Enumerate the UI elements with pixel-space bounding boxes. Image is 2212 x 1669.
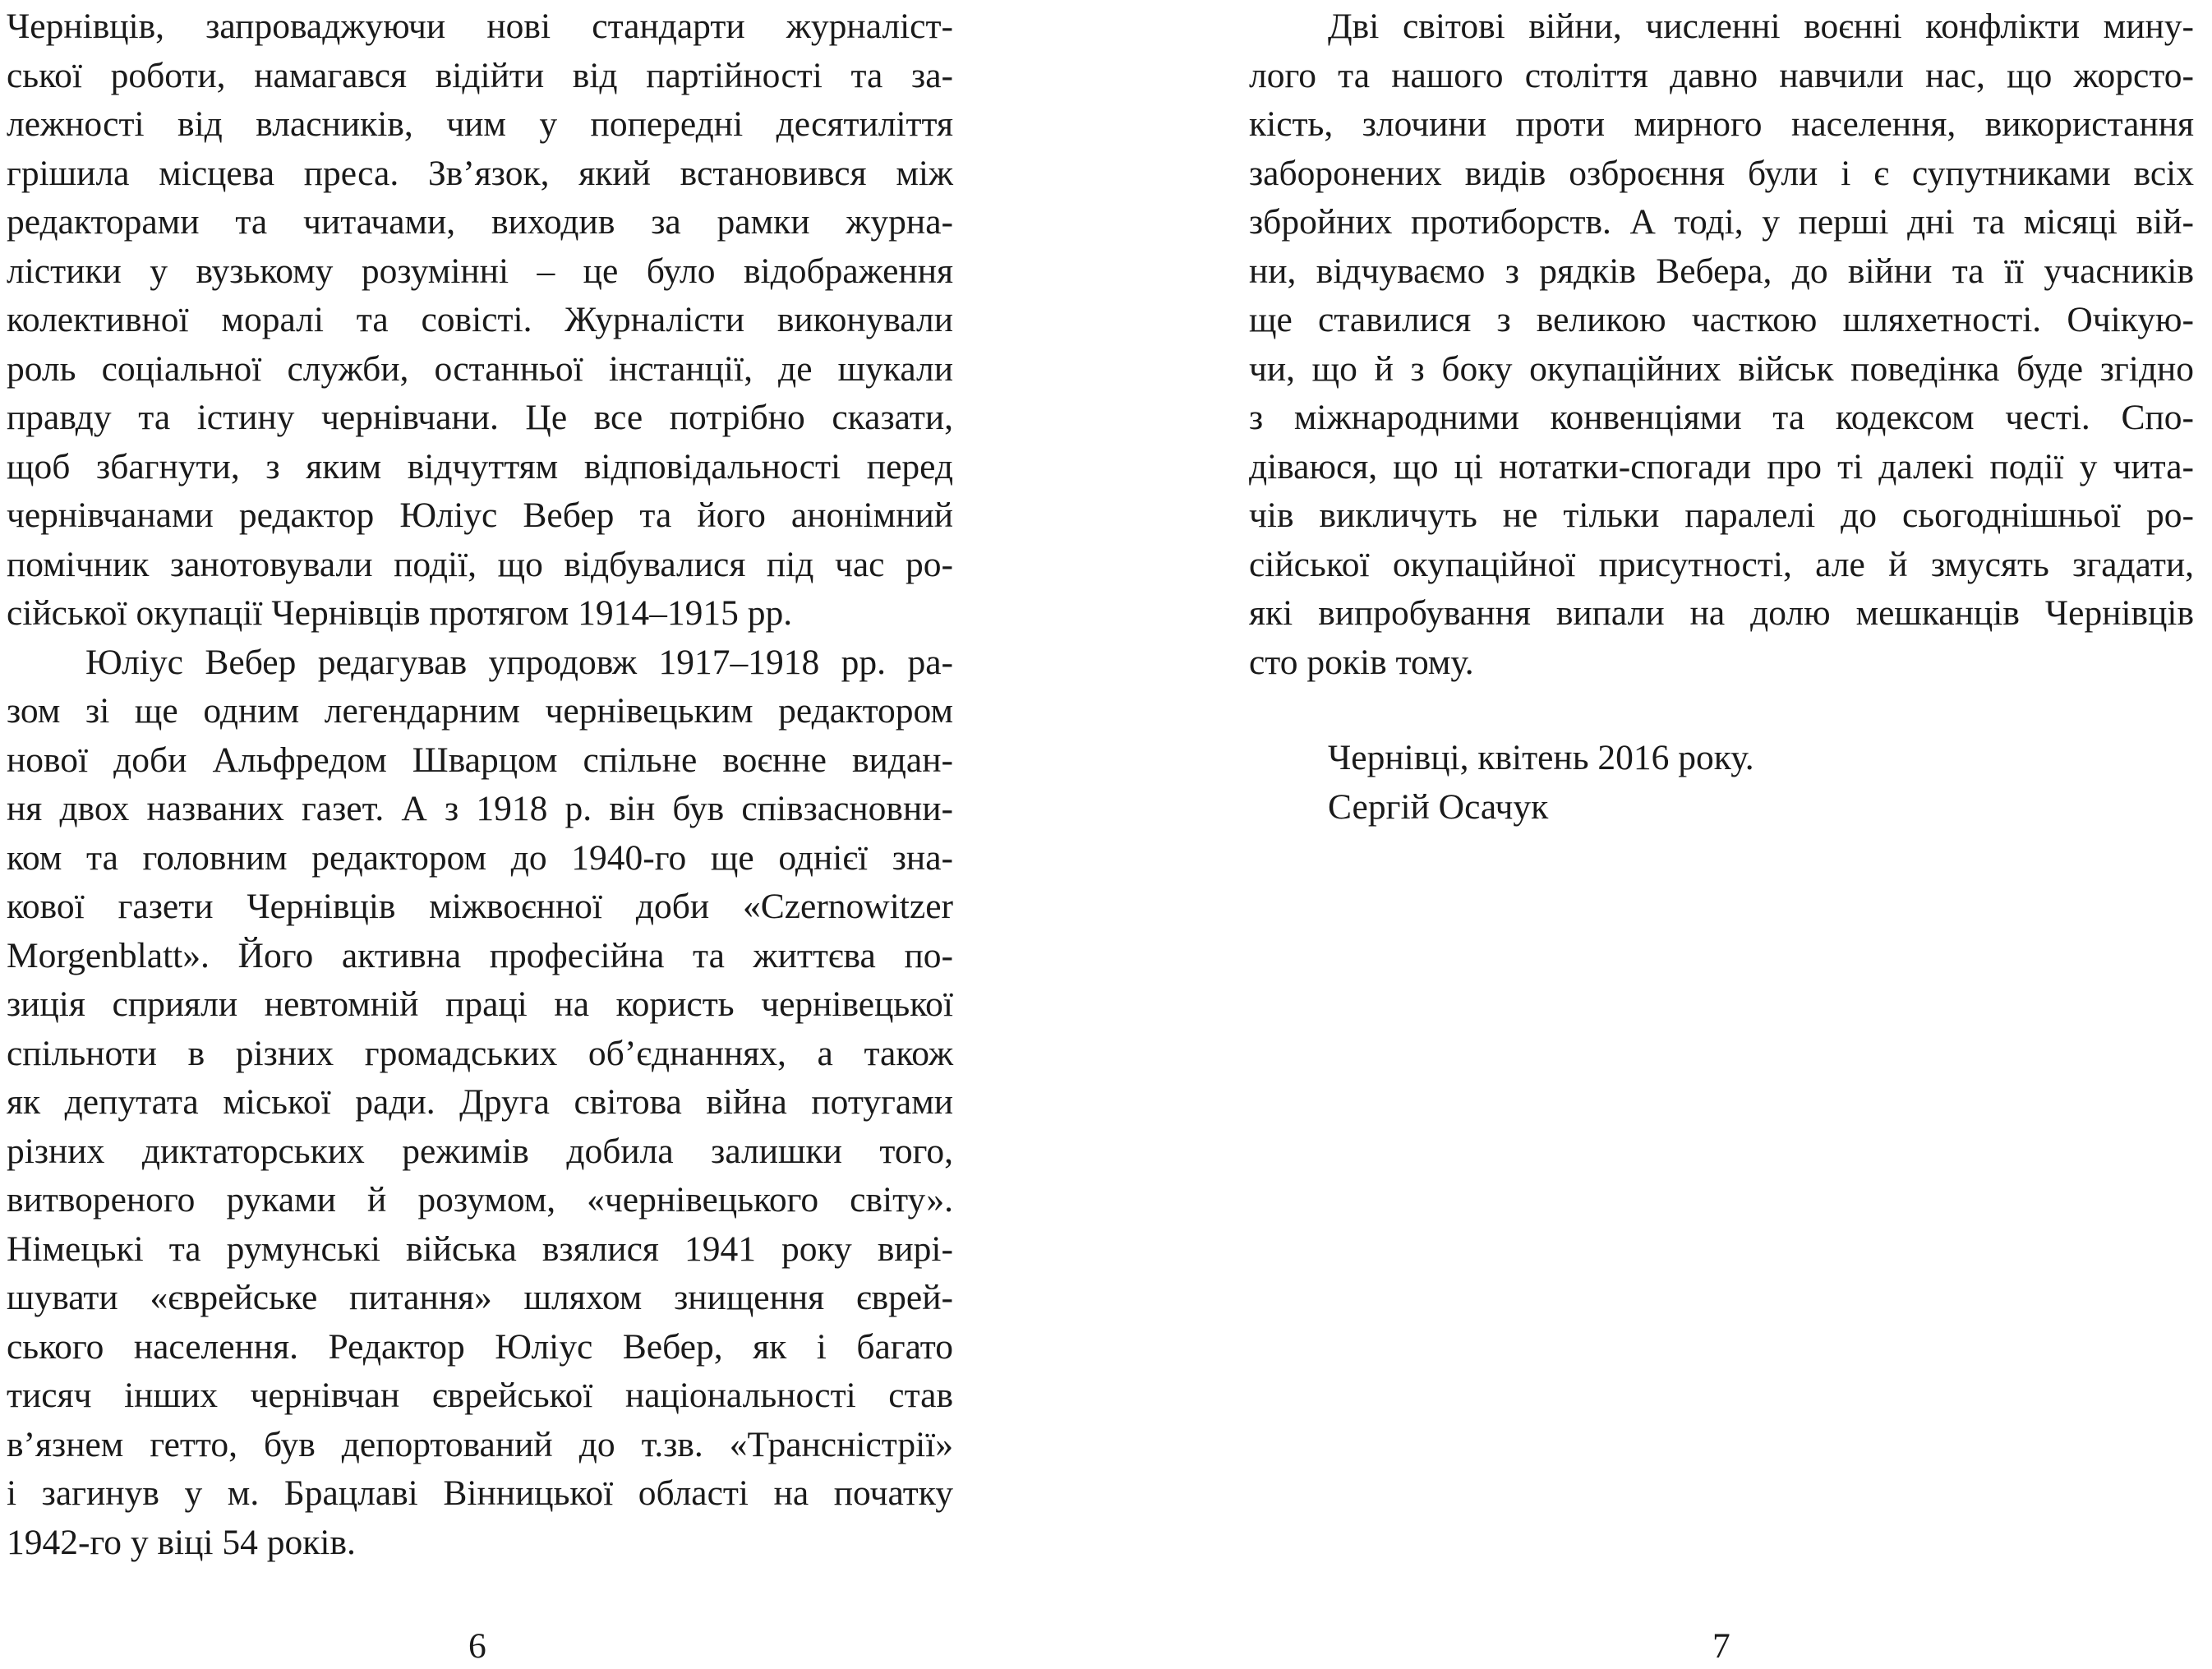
right-page (1249, 0, 2194, 1669)
text-line: витвореного руками й розумом, «чернівецького світу». (7, 1180, 953, 1219)
left-page (7, 0, 953, 1669)
text-line: як депутата міської ради. Друга світова війна потугами (7, 1082, 953, 1122)
text-line: ської роботи, намагався відійти від партійності та за- (7, 55, 953, 95)
text-line: заборонених видів озброєння були і є супутниками всіх (1249, 153, 2194, 193)
text-line: чернівчанами редактор Юліус Вебер та його анонімний (7, 496, 953, 535)
text-line: ського населення. Редактор Юліус Вебер, як і багато (7, 1326, 953, 1367)
text-line: кової газети Чернівців міжвоєнної доби «Czernowitzer (7, 887, 953, 926)
text-line: Юліус Вебер редагував упродовж 1917–1918 рр. ра- (85, 642, 953, 682)
right-paragraph (1249, 2, 2194, 687)
text-line: ком та головним редактором до 1940-го ще однієї зна- (7, 837, 953, 878)
text-line: ня двох названих газет. А з 1918 р. він був співзасновни- (7, 789, 953, 828)
page-number-right: 7 (1712, 1626, 1730, 1666)
text-line: діваюся, що ці нотатки-спогади про ті далекі події у чита- (1249, 446, 2194, 486)
text-line: з міжнародними конвенціями та кодексом честі. Спо- (1249, 398, 2194, 437)
paragraph-gap (1249, 687, 2194, 734)
text-line: чи, що й з боку окупаційних військ поведінка буде згідно (1249, 348, 2194, 389)
text-line: помічник занотовували події, що відбувалися під час ро- (7, 544, 953, 584)
left-paragraph-2 (7, 639, 953, 1568)
signature-author: Сергій Осачук (1328, 786, 1549, 827)
text-line: кість, злочини проти мирного населення, використання (1249, 104, 2194, 144)
text-line: Morgenblatt». Його активна професійна та життєва по- (7, 935, 953, 975)
signature-block (1249, 734, 2194, 832)
text-line: колективної моралі та совісті. Журналісти виконували (7, 300, 953, 339)
text-line: ни, відчуваємо з рядків Вебера, до війни та її учасників (1249, 251, 2194, 291)
text-line: Німецькі та румунські війська взялися 1941 року вирі- (7, 1229, 953, 1269)
text-line: в’язнем гетто, був депортований до т.зв. «Трансністрії» (7, 1424, 953, 1464)
text-line: щоб збагнути, з яким відчуттям відповідальності перед (7, 446, 953, 486)
text-line: тисяч інших чернівчан єврейської національності став (7, 1376, 953, 1415)
text-line: зиція сприяли невтомній праці на користь чернівецької (7, 984, 953, 1024)
text-line: лежності від власників, чим у попередні десятиліття (7, 104, 953, 144)
text-line: спільноти в різних громадських об’єднаннях, а також (7, 1033, 953, 1073)
text-line: зом зі ще одним легендарним чернівецьким редактором (7, 691, 953, 731)
text-line: редакторами та читачами, виходив за рамки журна- (7, 202, 953, 242)
text-line: шувати «єврейське питання» шляхом знищення єврей- (7, 1278, 953, 1317)
text-line: Чернівців, запроваджуючи нові стандарти журналіст- (7, 7, 953, 46)
left-page-text (7, 2, 953, 1567)
text-line: сто років тому. (1249, 642, 1474, 682)
text-line: Дві світові війни, численні воєнні конфлікти мину- (1328, 7, 2194, 46)
text-line: і загинув у м. Брацлаві Вінницької області на початку (7, 1473, 953, 1513)
text-line: грішила місцева преса. Зв’язок, який встановився між (7, 153, 953, 193)
text-line: які випробування випали на долю мешканців Чернівців (1249, 593, 2194, 633)
text-line: чів викличуть не тільки паралелі до сьогоднішньої ро- (1249, 496, 2194, 535)
text-line: лістики у вузькому розумінні – це було відображення (7, 251, 953, 291)
text-line: ще ставилися з великою часткою шляхетності. Очікую- (1249, 300, 2194, 339)
text-line: роль соціальної служби, останньої інстанції, де шукали (7, 348, 953, 389)
text-line: збройних протиборств. А тоді, у перші дні та місяці вій- (1249, 202, 2194, 242)
text-line: різних диктаторських режимів добила залишки того, (7, 1131, 953, 1171)
right-page-text (1249, 2, 2194, 832)
text-line: нової доби Альфредом Шварцом спільне воєнне видан- (7, 740, 953, 780)
page-number-left: 6 (468, 1626, 486, 1666)
text-line: сійської окупації Чернівців протягом 1914–1915 рр. (7, 593, 793, 633)
text-line: лого та нашого століття давно навчили нас, що жорсто- (1249, 55, 2194, 95)
text-line: сійської окупаційної присутності, але й змусять згадати, (1249, 544, 2194, 584)
signature-place-date: Чернівці, квітень 2016 року. (1328, 738, 1754, 777)
left-paragraph-1 (7, 2, 953, 639)
text-line: правду та істину чернівчани. Це все потрібно сказати, (7, 398, 953, 437)
text-line: 1942-го у віці 54 років. (7, 1522, 356, 1562)
